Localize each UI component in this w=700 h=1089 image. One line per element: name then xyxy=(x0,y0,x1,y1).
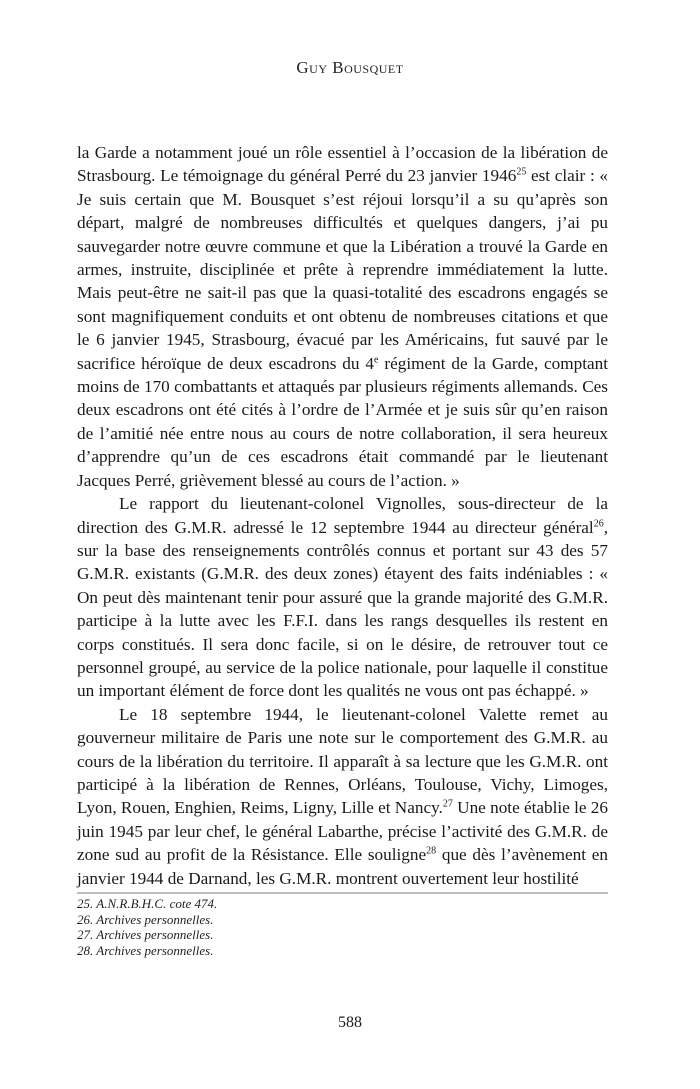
body-text xyxy=(77,141,608,890)
paragraph-text: Le 18 septembre 1944, le lieutenant-colonel Valette remet au gouverneur militaire de Paris une note sur le comportement des G.M.R. au cours de la libération du territoire. Il apparaît à sa lecture que les G.M.R. ont participé à la libération de Rennes, Orléans, Toulouse, Vichy, Limoges, Lyon, Rouen, Enghien, Reims, Ligny, Lille et Nancy. xyxy=(77,704,608,818)
footnote-ref: 25 xyxy=(516,166,527,178)
paragraph xyxy=(77,703,608,890)
footnote: 27. Archives personnelles. xyxy=(77,927,214,942)
page-number: 588 xyxy=(338,1014,362,1031)
footnote: 26. Archives personnelles. xyxy=(77,911,214,927)
paragraph-text: , sur la base des renseignements contrôlés connus et portant sur 43 des 57 G.M.R. existants (G.M.R. des deux zones) étayent des faits indéniables : « On peut dès maintenant tenir pour assuré que la grande majorité des G.M.R. participe à la lutte avec les F.F.I. dans les rangs desquelles ils restent en corps constitués. Il sera donc facile, si on le désire, de retrouver tout ce personnel groupé, au service de la police nationale, pour laquelle il constitue un important élément de force dont les qualités ne vous ont pas échappé. » xyxy=(77,517,608,701)
paragraph-text: Une note établie le 26 juin 1945 par leur chef, le général Labarthe, précise l’activité des G.M.R. de zone sud au profit de la Résistance. Elle souligne xyxy=(77,798,608,865)
footnote: 28. Archives personnelles. xyxy=(77,942,214,958)
paragraph-text: Le rapport du lieutenant-colonel Vignolles, sous-directeur de la direction des G.M.R. adressé le 12 septembre 1944 au directeur général xyxy=(77,494,608,537)
paragraph-text: que dès l’avènement en janvier 1944 de Darnand, les G.M.R. montrent ouvertement leur hostilité xyxy=(77,845,608,888)
footnotes xyxy=(77,896,608,958)
paragraph xyxy=(77,492,608,703)
paragraph-text: régiment de la Garde, comptant moins de 170 combattants et attaqués par plusieurs régiments allemands. Ces deux escadrons ont été cités à l’ordre de l’Armée et je suis sûr qu’en raison de l’amitié née entre nous au cours de notre collaboration, il sera heureux d’apprendre qu’un de ces escadrons était commandé par le lieutenant Jacques Perré, grièvement blessé au cours de l’action. » xyxy=(77,353,608,490)
footnote-ref: 26 xyxy=(593,517,604,529)
paragraph xyxy=(77,141,608,492)
footnote-ref: e xyxy=(374,353,379,365)
paragraph-text: est clair : « Je suis certain que M. Bousquet s’est réjoui lorsqu’il a su qu’après son départ, malgré de nombreuses difficultés et quelques dangers, j’ai pu sauvegarder notre œuvre commune et que la Libération a trouvé la Garde en armes, instruite, disciplinée et prête à reprendre immédiatement la lutte. Mais peut-être ne sait-il pas que la quasi-totalité des escadrons engagés se sont magnifiquement conduits et ont obtenu de nombreuses citations et que le 6 janvier 1945, Strasbourg, évacué par les Américains, fut sauvé par le sacrifice héroïque de deux escadrons du 4 xyxy=(77,166,608,373)
running-head: Guy Bousquet xyxy=(296,58,404,77)
footnote: 25. A.N.R.B.H.C. cote 474. xyxy=(77,896,218,911)
paragraph-text: la Garde a notamment joué un rôle essentiel à l’occasion de la libération de Strasbourg. Le témoignage du général Perré du 23 janvier 1946 xyxy=(77,143,608,186)
footnote-separator xyxy=(77,892,608,894)
footnote-ref: 27 xyxy=(442,798,453,810)
footnote-ref: 28 xyxy=(426,845,437,857)
